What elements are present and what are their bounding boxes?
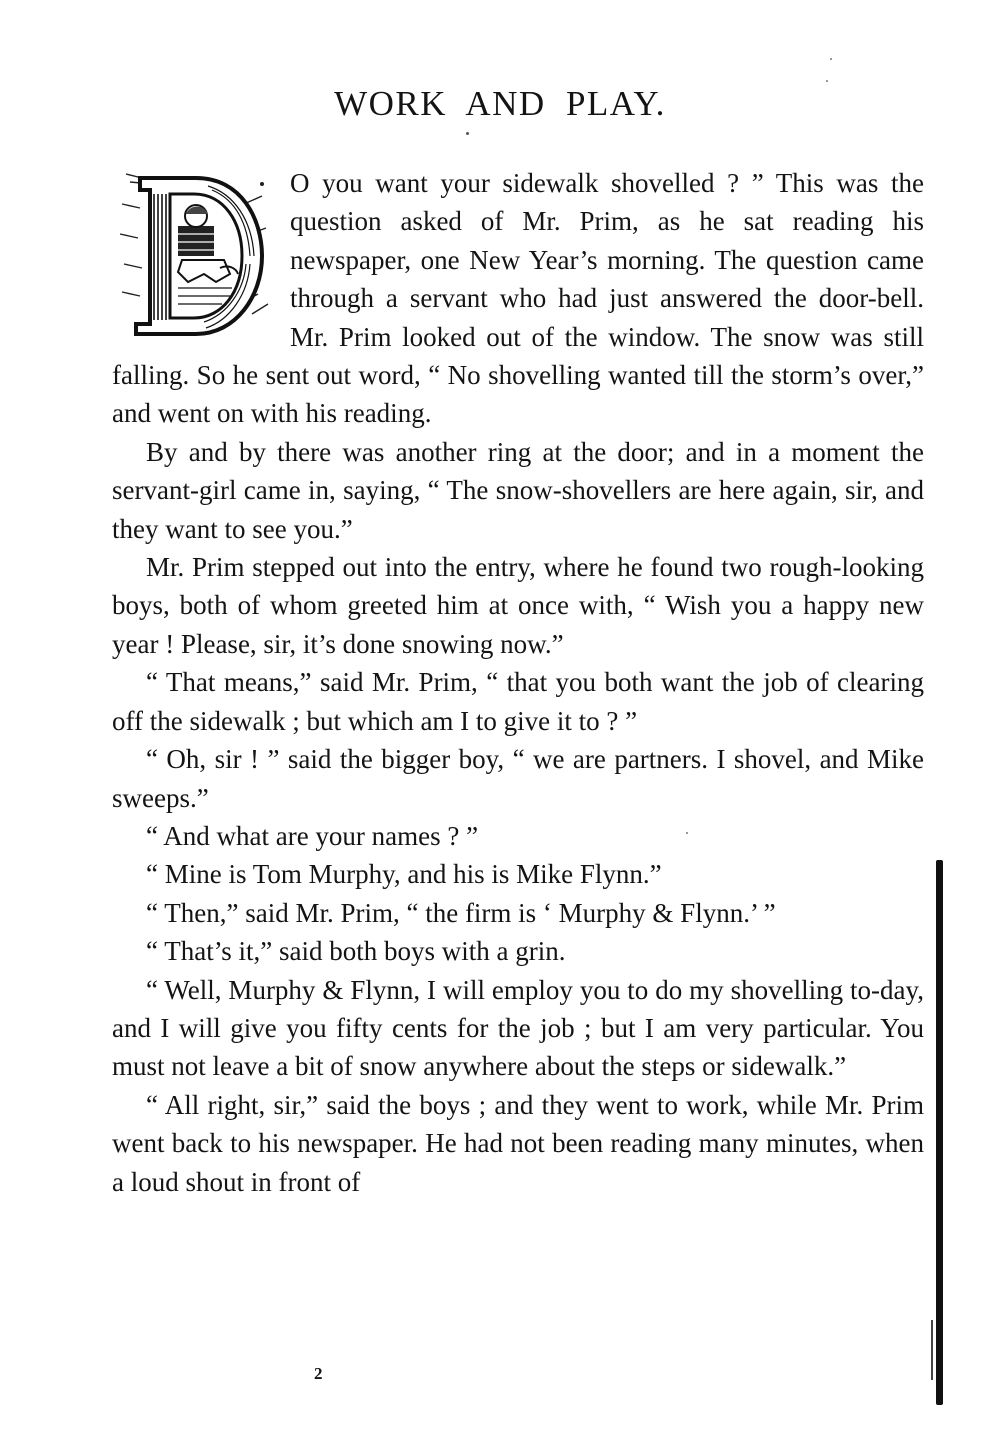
paper-speck xyxy=(830,58,832,60)
page-edge-line xyxy=(931,1320,933,1380)
page-edge-shadow xyxy=(936,860,943,1405)
paragraph: “ Well, Murphy & Flynn, I will employ you to do my shovelling to-day, and I will give you fifty cents for the job ; but I am very particular. You must not leave a bit of snow anywhere about the steps or sidewalk.” xyxy=(112,974,924,1082)
paragraph: “ And what are your names ? ” xyxy=(146,820,479,851)
paragraph: “ All right, sir,” said the boys ; and they went to work, while Mr. Prim went back to his newspaper. He had not been reading many minutes, when a loud shout in front of xyxy=(112,1089,924,1197)
paragraph: “ Then,” said Mr. Prim, “ the firm is ‘ Murphy & Flynn.’ ” xyxy=(146,897,776,928)
paragraph: “ Mine is Tom Murphy, and his is Mike Flynn.” xyxy=(146,859,662,890)
paragraph: “ That means,” said Mr. Prim, “ that you both want the job of clearing off the sidewalk ; but which am I to give it to ? ” xyxy=(112,667,924,736)
paragraph: “ That’s it,” said both boys with a grin. xyxy=(146,936,566,967)
body-text xyxy=(112,164,924,1201)
paragraph: By and by there was another ring at the door; and in a moment the servant-girl came in, saying, “ The snow-shovellers are here again, sir, and they want to see you.” xyxy=(112,436,924,544)
illuminated-initial-d-icon xyxy=(112,164,284,346)
title-ornament-dot xyxy=(466,132,469,135)
paper-speck xyxy=(686,832,688,834)
paper-speck xyxy=(826,80,828,82)
chapter-title: WORK AND PLAY. xyxy=(334,84,666,123)
paragraph: Mr. Prim stepped out into the entry, where he found two rough-looking boys, both of whom greeted him at once with, “ Wish you a happy new year ! Please, sir, it’s done snowing now.” xyxy=(112,552,924,659)
paragraph: “ Oh, sir ! ” said the bigger boy, “ we are partners. I shovel, and Mike sweeps.” xyxy=(112,744,924,813)
page-number: 2 xyxy=(314,1364,323,1383)
paragraph: O you want your sidewalk shovelled ? ” This was the question asked of Mr. Prim, as he sat reading his newspaper, one New Year’s morning. The question came through a servant who had just answered the door-bell. Mr. Prim looked out of the window. The snow was still falling. So he sent out word, “ No shovelling wanted till the storm’s over,” and went on with his reading. xyxy=(112,168,924,429)
